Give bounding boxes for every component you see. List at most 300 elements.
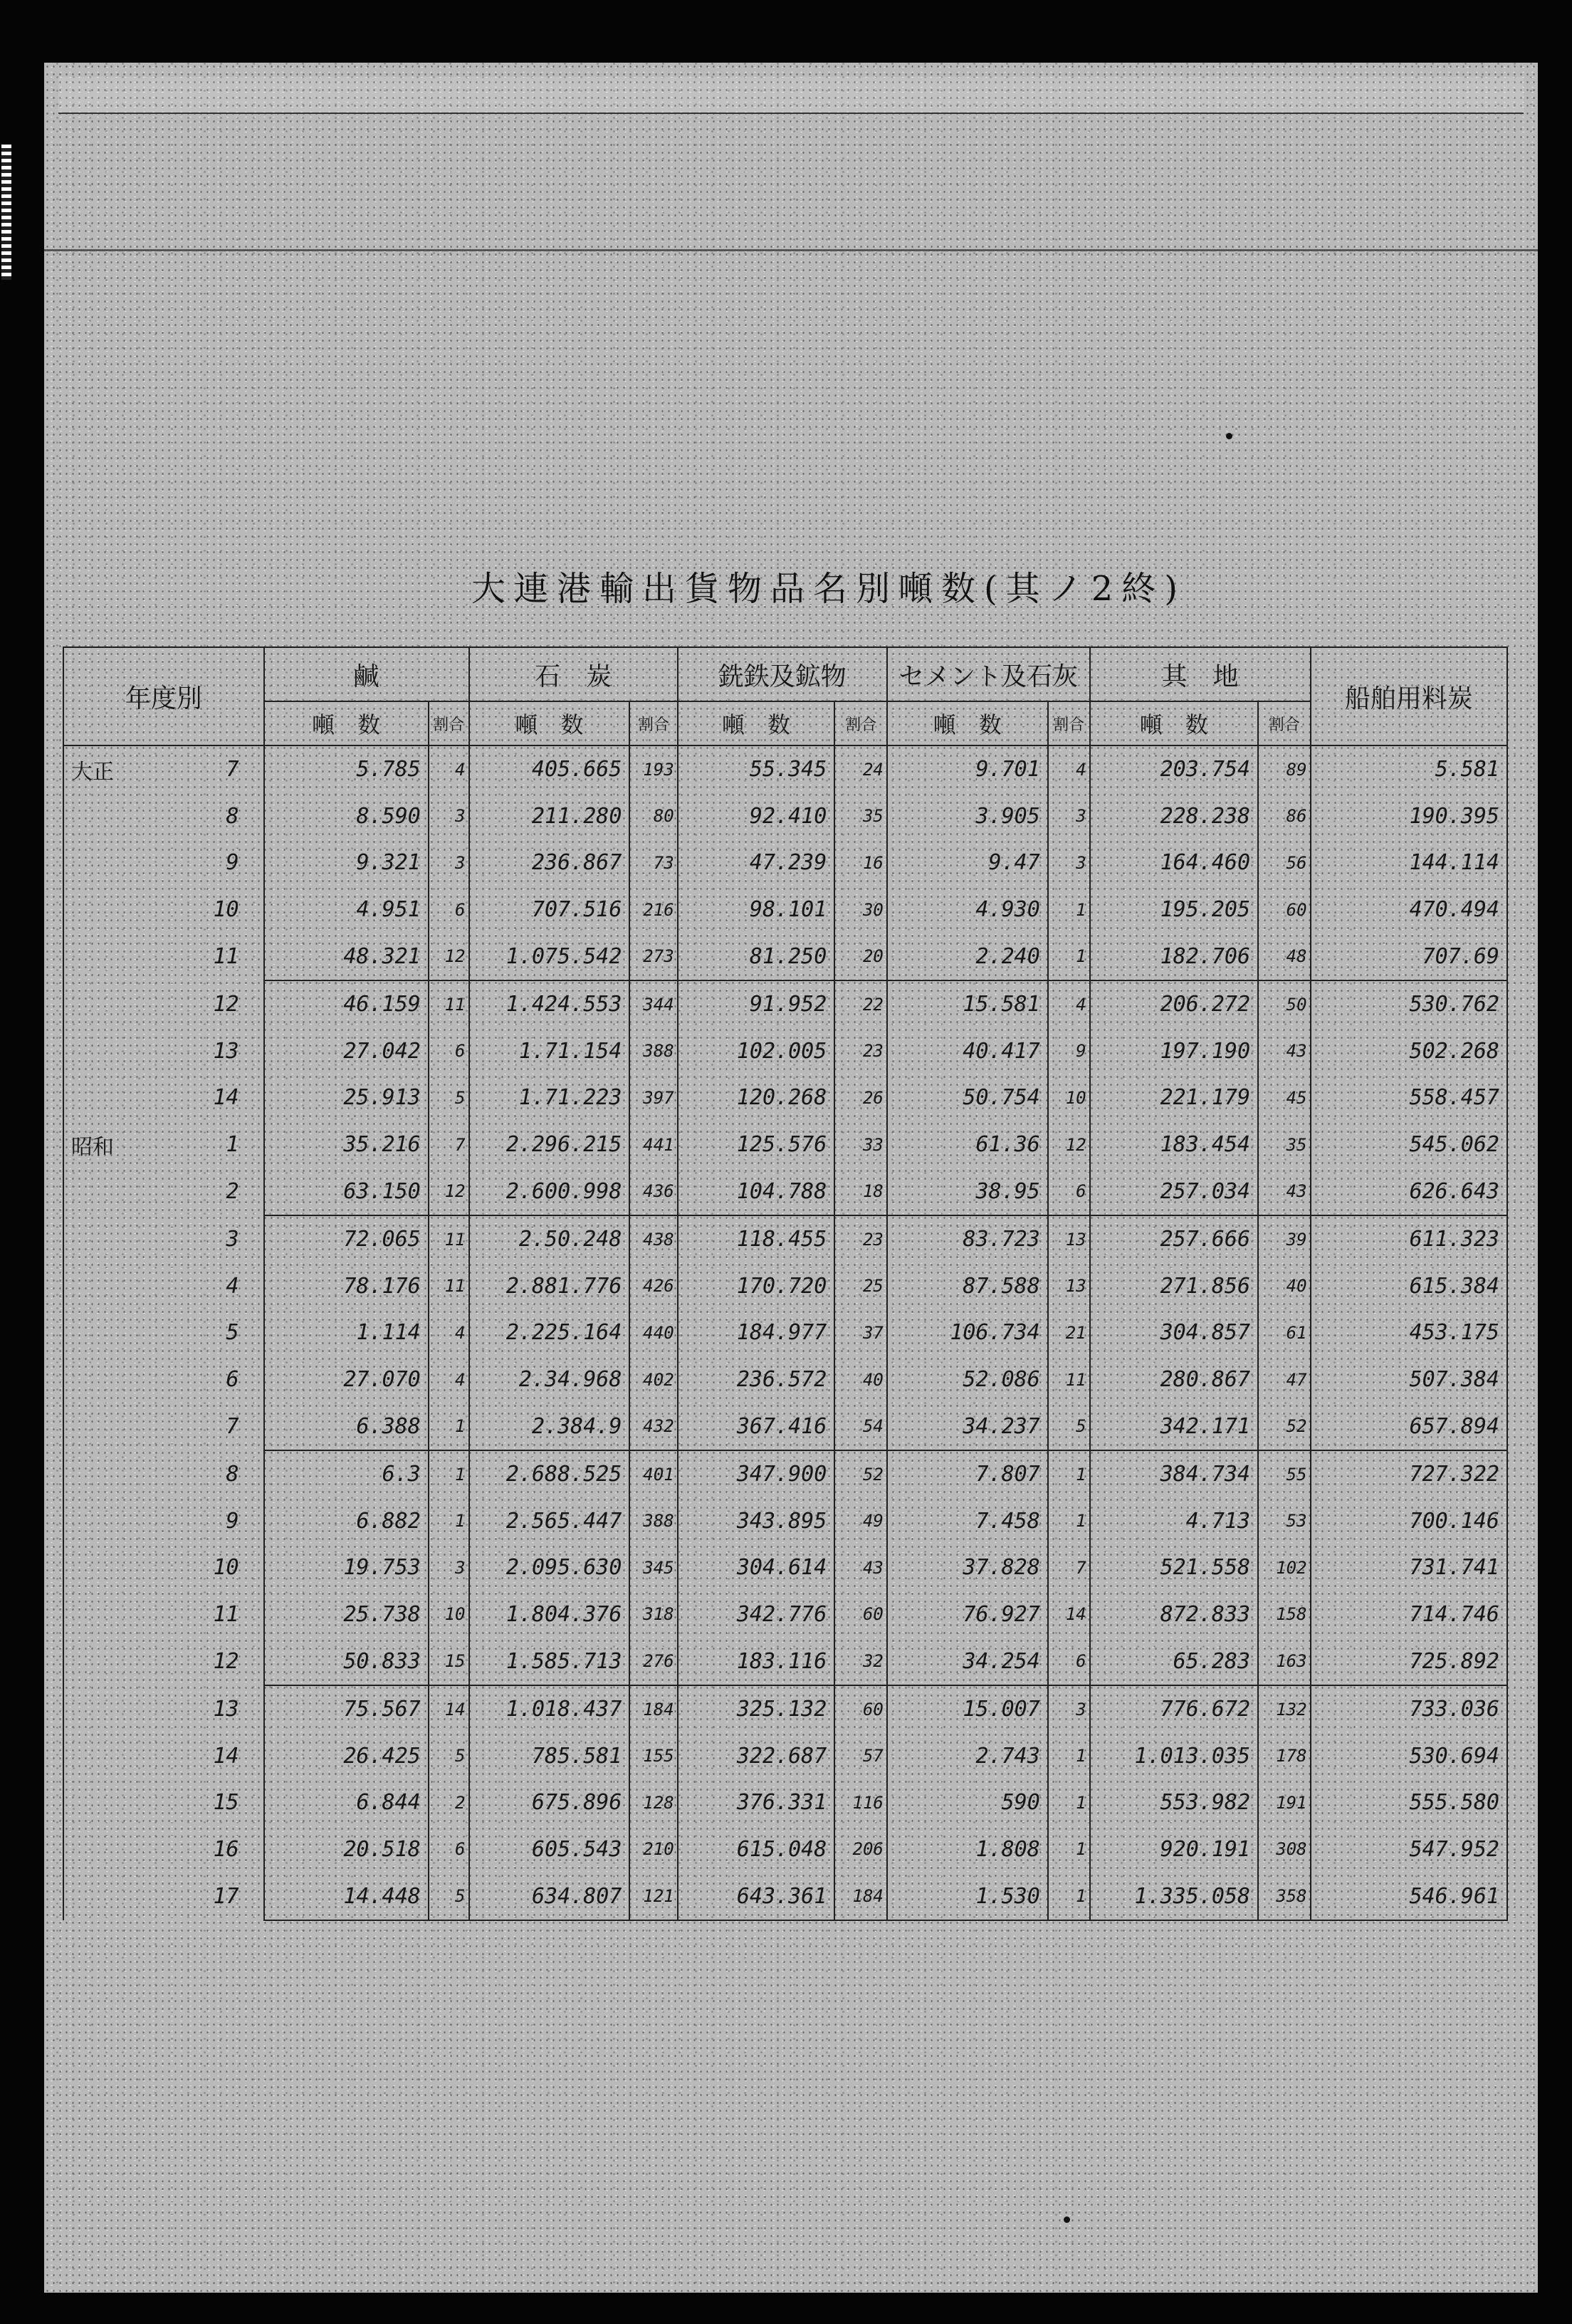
coal-ratio-cell: 121 [629, 1873, 677, 1920]
other-tons-cell: 872.833 [1090, 1591, 1258, 1638]
cement-ratio-cell: 4 [1048, 980, 1090, 1028]
document-page [44, 63, 1538, 2293]
cement-tons-cell: 40.417 [887, 1028, 1048, 1075]
year-number: 10 [213, 1555, 239, 1581]
salt-tons-cell: 25.738 [264, 1591, 429, 1638]
group-header-coal: 石 炭 [469, 647, 678, 701]
coal-tons-cell: 1.424.553 [469, 980, 630, 1028]
cement-ratio-cell: 6 [1048, 1638, 1090, 1685]
other-tons-cell: 304.857 [1090, 1309, 1258, 1356]
ratio-header: 割合 [1048, 701, 1090, 745]
cement-ratio-cell: 1 [1048, 933, 1090, 980]
bunker-coal-tons-cell: 545.062 [1311, 1121, 1507, 1168]
table-row [63, 1121, 1507, 1168]
cement-tons-cell: 15.581 [887, 980, 1048, 1028]
other-tons-cell: 384.734 [1090, 1450, 1258, 1498]
other-ratio-cell: 163 [1258, 1638, 1311, 1685]
other-tons-cell: 1.335.058 [1090, 1873, 1258, 1920]
table-row [63, 793, 1507, 840]
iron-ratio-cell: 30 [834, 886, 887, 933]
cement-ratio-cell: 3 [1048, 793, 1090, 840]
bunker-coal-tons-cell: 144.114 [1311, 839, 1507, 886]
coal-tons-cell: 2.296.215 [469, 1121, 630, 1168]
other-ratio-cell: 43 [1258, 1168, 1311, 1215]
coal-ratio-cell: 345 [629, 1544, 677, 1591]
iron-ratio-cell: 32 [834, 1638, 887, 1685]
coal-ratio-cell: 155 [629, 1732, 677, 1779]
salt-ratio-cell: 1 [429, 1450, 469, 1498]
cement-tons-cell: 61.36 [887, 1121, 1048, 1168]
other-ratio-cell: 47 [1258, 1356, 1311, 1403]
tons-header: 噸 数 [887, 701, 1048, 745]
cement-ratio-cell: 13 [1048, 1263, 1090, 1310]
table-row [63, 1544, 1507, 1591]
year-number: 16 [213, 1836, 239, 1862]
era-label: 大正 [71, 759, 114, 785]
year-cell [63, 1356, 264, 1403]
iron-tons-cell: 343.895 [678, 1498, 835, 1545]
coal-ratio-cell: 438 [629, 1215, 677, 1263]
salt-tons-cell: 72.065 [264, 1215, 429, 1263]
cement-ratio-cell: 1 [1048, 1873, 1090, 1920]
salt-tons-cell: 5.785 [264, 745, 429, 793]
table-row [63, 1638, 1507, 1685]
other-tons-cell: 4.713 [1090, 1498, 1258, 1545]
coal-ratio-cell: 401 [629, 1450, 677, 1498]
bunker-coal-tons-cell: 731.741 [1311, 1544, 1507, 1591]
bunker-coal-tons-cell: 615.384 [1311, 1263, 1507, 1310]
other-tons-cell: 203.754 [1090, 745, 1258, 793]
salt-tons-cell: 4.951 [264, 886, 429, 933]
bunker-coal-tons-cell: 547.952 [1311, 1826, 1507, 1873]
coal-ratio-cell: 184 [629, 1685, 677, 1733]
table-body [63, 745, 1507, 1920]
table-row [63, 980, 1507, 1028]
iron-tons-cell: 102.005 [678, 1028, 835, 1075]
year-number: 13 [213, 1696, 239, 1722]
iron-ratio-cell: 60 [834, 1685, 887, 1733]
salt-ratio-cell: 11 [429, 1263, 469, 1310]
coal-ratio-cell: 402 [629, 1356, 677, 1403]
paper-speck [1226, 433, 1232, 439]
year-number: 14 [213, 1085, 239, 1111]
cement-ratio-cell: 11 [1048, 1356, 1090, 1403]
year-number: 13 [213, 1038, 239, 1064]
salt-tons-cell: 35.216 [264, 1121, 429, 1168]
coal-ratio-cell: 216 [629, 886, 677, 933]
year-cell [63, 1638, 264, 1685]
bunker-coal-tons-cell: 626.643 [1311, 1168, 1507, 1215]
other-ratio-cell: 50 [1258, 980, 1311, 1028]
cement-tons-cell: 2.240 [887, 933, 1048, 980]
cement-tons-cell: 83.723 [887, 1215, 1048, 1263]
cement-ratio-cell: 6 [1048, 1168, 1090, 1215]
other-ratio-cell: 308 [1258, 1826, 1311, 1873]
coal-ratio-cell: 128 [629, 1779, 677, 1826]
coal-ratio-cell: 388 [629, 1498, 677, 1545]
year-number: 6 [226, 1367, 239, 1393]
iron-tons-cell: 183.116 [678, 1638, 835, 1685]
iron-ratio-cell: 33 [834, 1121, 887, 1168]
salt-tons-cell: 6.3 [264, 1450, 429, 1498]
iron-ratio-cell: 184 [834, 1873, 887, 1920]
year-cell [63, 1779, 264, 1826]
iron-ratio-cell: 37 [834, 1309, 887, 1356]
iron-ratio-cell: 35 [834, 793, 887, 840]
coal-tons-cell: 675.896 [469, 1779, 630, 1826]
year-cell [63, 1215, 264, 1263]
coal-tons-cell: 785.581 [469, 1732, 630, 1779]
table-row [63, 839, 1507, 886]
year-number: 12 [213, 991, 239, 1017]
table-row [63, 1356, 1507, 1403]
iron-ratio-cell: 116 [834, 1779, 887, 1826]
coal-ratio-cell: 441 [629, 1121, 677, 1168]
salt-ratio-cell: 15 [429, 1638, 469, 1685]
year-header: 年度別 [63, 647, 264, 745]
year-number: 7 [226, 1414, 239, 1440]
cement-tons-cell: 7.458 [887, 1498, 1048, 1545]
salt-tons-cell: 20.518 [264, 1826, 429, 1873]
tons-header: 噸 数 [469, 701, 630, 745]
salt-ratio-cell: 12 [429, 933, 469, 980]
coal-tons-cell: 634.807 [469, 1873, 630, 1920]
bunker-coal-tons-cell: 727.322 [1311, 1450, 1507, 1498]
other-tons-cell: 164.460 [1090, 839, 1258, 886]
salt-ratio-cell: 14 [429, 1685, 469, 1733]
table-row [63, 745, 1507, 793]
year-cell [63, 1826, 264, 1873]
year-cell [63, 1121, 264, 1168]
salt-ratio-cell: 11 [429, 980, 469, 1028]
bunker-coal-tons-cell: 190.395 [1311, 793, 1507, 840]
iron-tons-cell: 325.132 [678, 1685, 835, 1733]
other-ratio-cell: 52 [1258, 1403, 1311, 1450]
other-tons-cell: 65.283 [1090, 1638, 1258, 1685]
other-tons-cell: 228.238 [1090, 793, 1258, 840]
coal-tons-cell: 2.225.164 [469, 1309, 630, 1356]
year-number: 7 [226, 757, 239, 782]
coal-tons-cell: 2.688.525 [469, 1450, 630, 1498]
year-number: 11 [213, 944, 239, 970]
other-ratio-cell: 158 [1258, 1591, 1311, 1638]
iron-tons-cell: 120.268 [678, 1074, 835, 1121]
year-cell [63, 1732, 264, 1779]
other-ratio-cell: 191 [1258, 1779, 1311, 1826]
year-cell [63, 793, 264, 840]
cement-tons-cell: 52.086 [887, 1356, 1048, 1403]
year-cell [63, 745, 264, 793]
iron-tons-cell: 125.576 [678, 1121, 835, 1168]
cement-tons-cell: 590 [887, 1779, 1048, 1826]
bunker-coal-tons-cell: 733.036 [1311, 1685, 1507, 1733]
cement-ratio-cell: 10 [1048, 1074, 1090, 1121]
ratio-header: 割合 [834, 701, 887, 745]
cement-tons-cell: 1.808 [887, 1826, 1048, 1873]
salt-tons-cell: 46.159 [264, 980, 429, 1028]
year-number: 8 [226, 1461, 239, 1487]
salt-tons-cell: 9.321 [264, 839, 429, 886]
salt-ratio-cell: 6 [429, 1028, 469, 1075]
page-title: 大連港輸出貨物品名別噸数(其ノ2終) [471, 569, 1186, 609]
table-row [63, 1168, 1507, 1215]
binding-stitches [1, 145, 11, 280]
cement-tons-cell: 15.007 [887, 1685, 1048, 1733]
table-row [63, 1826, 1507, 1873]
other-tons-cell: 195.205 [1090, 886, 1258, 933]
table-row [63, 1779, 1507, 1826]
cement-tons-cell: 9.701 [887, 745, 1048, 793]
group-header-bunker-coal: 船舶用料炭 [1311, 647, 1507, 745]
table-row [63, 1732, 1507, 1779]
bunker-coal-tons-cell: 707.69 [1311, 933, 1507, 980]
cement-ratio-cell: 1 [1048, 1450, 1090, 1498]
year-number: 14 [213, 1743, 239, 1769]
year-number: 15 [213, 1790, 239, 1816]
coal-tons-cell: 2.50.248 [469, 1215, 630, 1263]
year-cell [63, 1028, 264, 1075]
coal-tons-cell: 1.71.154 [469, 1028, 630, 1075]
iron-ratio-cell: 26 [834, 1074, 887, 1121]
other-tons-cell: 197.190 [1090, 1028, 1258, 1075]
table-row [63, 1873, 1507, 1920]
cement-tons-cell: 9.47 [887, 839, 1048, 886]
coal-tons-cell: 1.075.542 [469, 933, 630, 980]
other-tons-cell: 280.867 [1090, 1356, 1258, 1403]
iron-ratio-cell: 20 [834, 933, 887, 980]
year-cell [63, 1591, 264, 1638]
iron-ratio-cell: 206 [834, 1826, 887, 1873]
coal-ratio-cell: 440 [629, 1309, 677, 1356]
iron-ratio-cell: 60 [834, 1591, 887, 1638]
cement-tons-cell: 3.905 [887, 793, 1048, 840]
salt-ratio-cell: 2 [429, 1779, 469, 1826]
iron-tons-cell: 92.410 [678, 793, 835, 840]
salt-ratio-cell: 5 [429, 1732, 469, 1779]
cement-tons-cell: 50.754 [887, 1074, 1048, 1121]
other-ratio-cell: 55 [1258, 1450, 1311, 1498]
group-header-pig-iron: 銑鉄及鉱物 [678, 647, 887, 701]
other-ratio-cell: 48 [1258, 933, 1311, 980]
year-number: 4 [226, 1273, 239, 1299]
iron-tons-cell: 104.788 [678, 1168, 835, 1215]
coal-tons-cell: 405.665 [469, 745, 630, 793]
group-header-other: 其 地 [1090, 647, 1311, 701]
coal-tons-cell: 2.600.998 [469, 1168, 630, 1215]
iron-tons-cell: 236.572 [678, 1356, 835, 1403]
coal-ratio-cell: 388 [629, 1028, 677, 1075]
coal-tons-cell: 1.585.713 [469, 1638, 630, 1685]
iron-tons-cell: 98.101 [678, 886, 835, 933]
iron-ratio-cell: 22 [834, 980, 887, 1028]
year-cell [63, 1168, 264, 1215]
salt-ratio-cell: 1 [429, 1498, 469, 1545]
year-cell [63, 886, 264, 933]
other-tons-cell: 257.034 [1090, 1168, 1258, 1215]
statistics-table-wrapper [63, 647, 1508, 1921]
cement-ratio-cell: 1 [1048, 1498, 1090, 1545]
cement-ratio-cell: 13 [1048, 1215, 1090, 1263]
cement-tons-cell: 2.743 [887, 1732, 1048, 1779]
table-row [63, 1028, 1507, 1075]
coal-ratio-cell: 210 [629, 1826, 677, 1873]
iron-tons-cell: 55.345 [678, 745, 835, 793]
coal-tons-cell: 1.71.223 [469, 1074, 630, 1121]
iron-ratio-cell: 23 [834, 1028, 887, 1075]
year-cell [63, 1074, 264, 1121]
other-tons-cell: 182.706 [1090, 933, 1258, 980]
year-cell [63, 1263, 264, 1310]
cement-tons-cell: 4.930 [887, 886, 1048, 933]
table-row [63, 1403, 1507, 1450]
group-header-salt: 鹹 [264, 647, 469, 701]
iron-ratio-cell: 23 [834, 1215, 887, 1263]
iron-tons-cell: 81.250 [678, 933, 835, 980]
bunker-coal-tons-cell: 714.746 [1311, 1591, 1507, 1638]
year-number: 11 [213, 1601, 239, 1627]
iron-tons-cell: 615.048 [678, 1826, 835, 1873]
other-ratio-cell: 45 [1258, 1074, 1311, 1121]
iron-tons-cell: 170.720 [678, 1263, 835, 1310]
tons-header: 噸 数 [264, 701, 429, 745]
cement-ratio-cell: 9 [1048, 1028, 1090, 1075]
year-number: 8 [226, 803, 239, 829]
salt-tons-cell: 6.844 [264, 1779, 429, 1826]
cement-tons-cell: 34.254 [887, 1638, 1048, 1685]
cement-ratio-cell: 1 [1048, 886, 1090, 933]
bunker-coal-tons-cell: 657.894 [1311, 1403, 1507, 1450]
bunker-coal-tons-cell: 558.457 [1311, 1074, 1507, 1121]
bunker-coal-tons-cell: 470.494 [1311, 886, 1507, 933]
coal-tons-cell: 1.018.437 [469, 1685, 630, 1733]
coal-tons-cell: 2.881.776 [469, 1263, 630, 1310]
salt-tons-cell: 19.753 [264, 1544, 429, 1591]
cement-ratio-cell: 7 [1048, 1544, 1090, 1591]
coal-ratio-cell: 436 [629, 1168, 677, 1215]
table-row [63, 1591, 1507, 1638]
iron-tons-cell: 367.416 [678, 1403, 835, 1450]
coal-ratio-cell: 432 [629, 1403, 677, 1450]
coal-ratio-cell: 397 [629, 1074, 677, 1121]
iron-tons-cell: 322.687 [678, 1732, 835, 1779]
other-tons-cell: 1.013.035 [1090, 1732, 1258, 1779]
salt-ratio-cell: 3 [429, 793, 469, 840]
year-cell [63, 933, 264, 980]
year-cell [63, 839, 264, 886]
binding-strip [44, 63, 1538, 251]
other-tons-cell: 342.171 [1090, 1403, 1258, 1450]
coal-tons-cell: 2.384.9 [469, 1403, 630, 1450]
bunker-coal-tons-cell: 611.323 [1311, 1215, 1507, 1263]
year-cell [63, 1498, 264, 1545]
cement-tons-cell: 76.927 [887, 1591, 1048, 1638]
coal-ratio-cell: 73 [629, 839, 677, 886]
bunker-coal-tons-cell: 530.762 [1311, 980, 1507, 1028]
iron-ratio-cell: 40 [834, 1356, 887, 1403]
cement-tons-cell: 7.807 [887, 1450, 1048, 1498]
other-tons-cell: 271.856 [1090, 1263, 1258, 1310]
year-cell [63, 1403, 264, 1450]
table-row [63, 933, 1507, 980]
iron-tons-cell: 347.900 [678, 1450, 835, 1498]
binding-edge [58, 77, 1524, 114]
salt-tons-cell: 48.321 [264, 933, 429, 980]
other-tons-cell: 776.672 [1090, 1685, 1258, 1733]
iron-ratio-cell: 57 [834, 1732, 887, 1779]
paper-speck [1064, 2216, 1070, 2223]
bunker-coal-tons-cell: 453.175 [1311, 1309, 1507, 1356]
other-tons-cell: 221.179 [1090, 1074, 1258, 1121]
cement-ratio-cell: 3 [1048, 1685, 1090, 1733]
salt-ratio-cell: 6 [429, 886, 469, 933]
other-ratio-cell: 102 [1258, 1544, 1311, 1591]
year-number: 1 [226, 1132, 239, 1158]
year-number: 2 [226, 1179, 239, 1205]
salt-tons-cell: 6.388 [264, 1403, 429, 1450]
other-ratio-cell: 132 [1258, 1685, 1311, 1733]
iron-ratio-cell: 25 [834, 1263, 887, 1310]
year-number: 9 [226, 850, 239, 876]
year-cell [63, 1309, 264, 1356]
table-row [63, 1074, 1507, 1121]
coal-ratio-cell: 276 [629, 1638, 677, 1685]
iron-ratio-cell: 18 [834, 1168, 887, 1215]
salt-ratio-cell: 5 [429, 1873, 469, 1920]
salt-tons-cell: 25.913 [264, 1074, 429, 1121]
bunker-coal-tons-cell: 507.384 [1311, 1356, 1507, 1403]
other-ratio-cell: 86 [1258, 793, 1311, 840]
iron-ratio-cell: 43 [834, 1544, 887, 1591]
bunker-coal-tons-cell: 700.146 [1311, 1498, 1507, 1545]
year-number: 12 [213, 1649, 239, 1675]
cement-ratio-cell: 1 [1048, 1779, 1090, 1826]
salt-ratio-cell: 3 [429, 839, 469, 886]
other-ratio-cell: 53 [1258, 1498, 1311, 1545]
year-number: 5 [226, 1320, 239, 1346]
other-ratio-cell: 43 [1258, 1028, 1311, 1075]
table-row [63, 1450, 1507, 1498]
ratio-header: 割合 [429, 701, 469, 745]
table-row [63, 1498, 1507, 1545]
iron-tons-cell: 643.361 [678, 1873, 835, 1920]
other-tons-cell: 553.982 [1090, 1779, 1258, 1826]
salt-tons-cell: 75.567 [264, 1685, 429, 1733]
coal-ratio-cell: 344 [629, 980, 677, 1028]
salt-ratio-cell: 3 [429, 1544, 469, 1591]
cement-tons-cell: 37.828 [887, 1544, 1048, 1591]
tons-header: 噸 数 [678, 701, 835, 745]
other-tons-cell: 257.666 [1090, 1215, 1258, 1263]
other-ratio-cell: 40 [1258, 1263, 1311, 1310]
cement-tons-cell: 34.237 [887, 1403, 1048, 1450]
coal-tons-cell: 707.516 [469, 886, 630, 933]
coal-ratio-cell: 426 [629, 1263, 677, 1310]
other-tons-cell: 920.191 [1090, 1826, 1258, 1873]
cement-ratio-cell: 21 [1048, 1309, 1090, 1356]
ratio-header: 割合 [629, 701, 677, 745]
iron-tons-cell: 376.331 [678, 1779, 835, 1826]
table-row [63, 1215, 1507, 1263]
other-ratio-cell: 89 [1258, 745, 1311, 793]
iron-tons-cell: 47.239 [678, 839, 835, 886]
other-ratio-cell: 39 [1258, 1215, 1311, 1263]
year-cell [63, 1685, 264, 1733]
coal-ratio-cell: 193 [629, 745, 677, 793]
iron-ratio-cell: 52 [834, 1450, 887, 1498]
cement-ratio-cell: 5 [1048, 1403, 1090, 1450]
salt-ratio-cell: 7 [429, 1121, 469, 1168]
salt-tons-cell: 1.114 [264, 1309, 429, 1356]
